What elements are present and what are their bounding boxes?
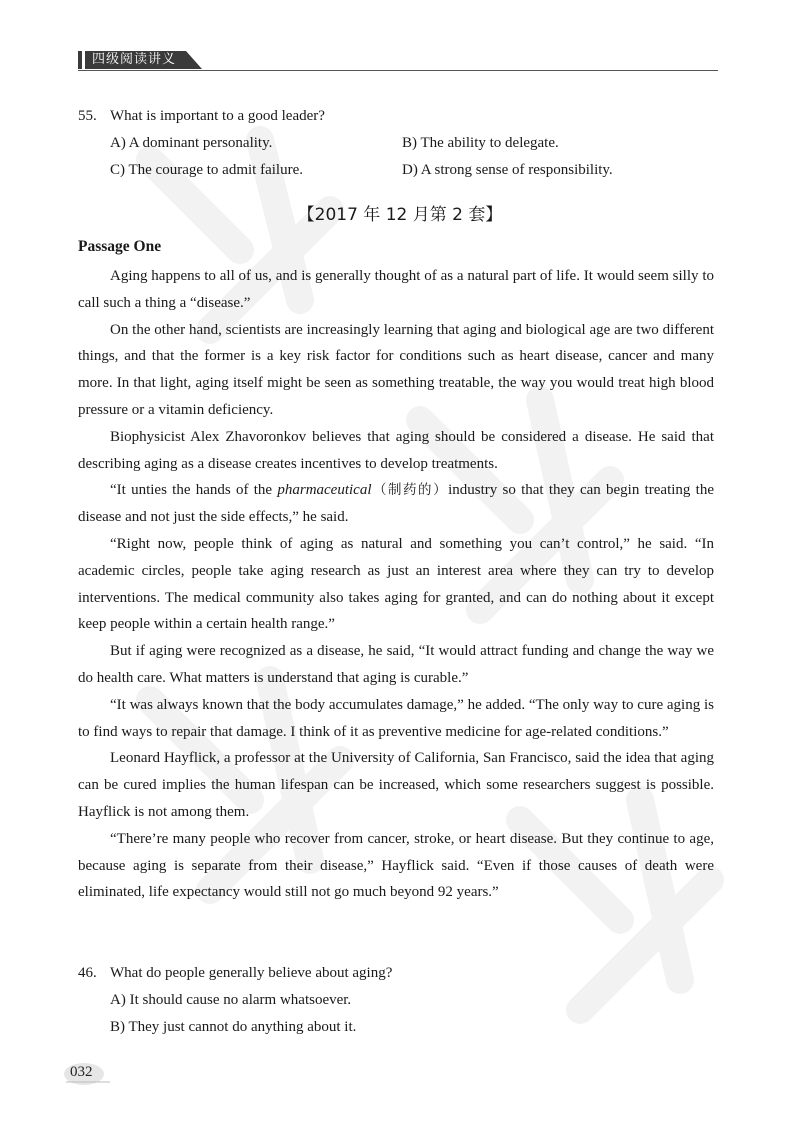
paragraph-6: But if aging were recognized as a disease, he said, “It would attract funding and change the way we do health care. What matters is understand that aging is curable.” <box>78 643 714 686</box>
option-b: B) They just cannot do anything about it. <box>110 1019 357 1035</box>
paragraph-8: Leonard Hayflick, a professor at the University of California, San Francisco, said the idea that aging can be cured implies the human lifespan can be increased, which some researchers suggest is possible. Hayflick is not among them. <box>78 750 714 820</box>
paragraph-3: Biophysicist Alex Zhavoronkov believes that aging should be considered a disease. He said that describing aging as a disease creates incentives to develop treatments. <box>78 428 714 472</box>
paragraph-4-end: industry so that they can begin treating the disease and not just the side effects,” he said. <box>78 482 714 526</box>
paragraph-2: On the other hand, scientists are increasingly learning that aging and biological age are two different things, and that the former is a key risk factor for conditions such as heart disease, cancer and many more. In that light, aging itself might be seen as something treatable, the way you would treat high blood pressure or a vitamin deficiency. <box>78 321 714 418</box>
passage-body <box>78 263 714 906</box>
section-title: 【2017 年 12 月第 2 套】 <box>297 205 503 225</box>
paragraph-5: “Right now, people think of aging as natural and something you can’t control,” he said. “In academic circles, people take aging research as just an interest area where they can try to develop interventions. The medical community also takes aging for granted, and can do nothing about it except keep people within a certain health range.” <box>78 535 714 633</box>
paragraph-7: “It was always known that the body accumulates damage,” he added. “The only way to cure aging is to find ways to repair that damage. I think of it as preventive medicine for age-related conditions.” <box>78 696 714 740</box>
paragraph-4 <box>78 477 714 531</box>
paragraph-9: “There’re many people who recover from cancer, stroke, or heart disease. But they continue to age, because aging is separate from their disease,” Hayflick said. “Even if those causes of death were eliminated, life expectancy would still not go much beyond 92 years.” <box>78 830 714 901</box>
page-number: 032 <box>70 1064 93 1080</box>
question-46 <box>78 960 718 1041</box>
page-number-badge <box>64 1060 112 1088</box>
question-text: What is important to a good leader? <box>110 108 325 124</box>
glossed-term: pharmaceutical <box>277 482 372 499</box>
question-55 <box>78 103 718 184</box>
option-c: C) The courage to admit failure. <box>110 162 303 178</box>
header-label: 四级阅读讲义 <box>92 52 177 67</box>
question-number: 55. <box>78 108 97 124</box>
option-b: B) The ability to delegate. <box>402 135 559 151</box>
paragraph-4-start: “It unties the hands of the <box>110 482 278 499</box>
paragraph-1: Aging happens to all of us, and is generally thought of as a natural part of life. It would seem silly to call such a thing a “disease.” <box>78 268 714 311</box>
passage-heading: Passage One <box>78 238 162 255</box>
question-number: 46. <box>78 965 97 981</box>
chinese-gloss: （制药的） <box>371 482 449 499</box>
option-d: D) A strong sense of responsibility. <box>402 162 613 178</box>
question-text: What do people generally believe about aging? <box>110 965 393 981</box>
header-banner <box>78 49 204 71</box>
header-divider <box>78 70 718 71</box>
option-a: A) A dominant personality. <box>110 135 273 151</box>
option-a: A) It should cause no alarm whatsoever. <box>110 992 352 1008</box>
